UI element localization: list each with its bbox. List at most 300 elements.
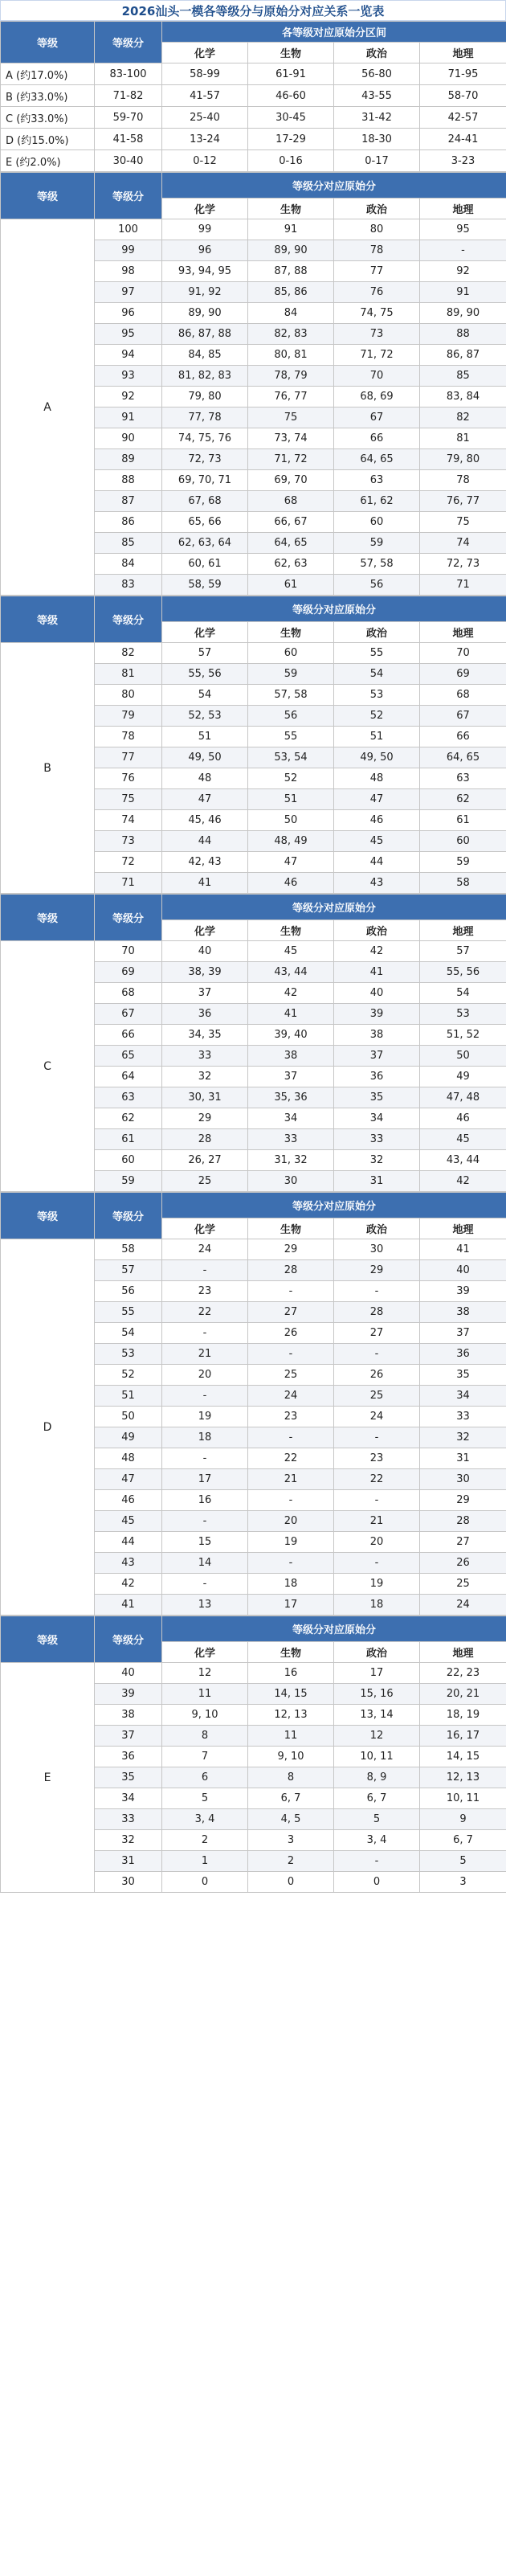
score-cell: 35 bbox=[95, 1767, 162, 1788]
raw-score-cell: 35 bbox=[420, 1365, 506, 1386]
raw-score-cell: 0 bbox=[334, 1872, 420, 1893]
raw-score-cell: 22 bbox=[334, 1469, 420, 1490]
raw-score-cell: 14, 15 bbox=[420, 1747, 506, 1767]
subject-politics-header: 政治 bbox=[334, 1642, 420, 1663]
score-cell: 50 bbox=[95, 1407, 162, 1427]
raw-score-cell: 52 bbox=[334, 706, 420, 727]
score-header: 等级分 bbox=[95, 596, 162, 643]
score-header: 等级分 bbox=[95, 1616, 162, 1663]
raw-score-cell: 12 bbox=[334, 1726, 420, 1747]
raw-score-cell: 38, 39 bbox=[162, 962, 248, 983]
raw-score-cell: 52 bbox=[248, 768, 334, 789]
raw-score-cell: 26 bbox=[420, 1553, 506, 1574]
raw-score-cell: 80, 81 bbox=[248, 345, 334, 366]
score-cell: 64 bbox=[95, 1067, 162, 1087]
raw-score-cell: 60 bbox=[248, 643, 334, 664]
raw-score-cell: 50 bbox=[248, 810, 334, 831]
raw-score-cell: 31 bbox=[334, 1171, 420, 1192]
raw-score-cell: 89, 90 bbox=[162, 303, 248, 324]
raw-score-cell: 15, 16 bbox=[334, 1684, 420, 1705]
subject-chemistry-header: 化学 bbox=[162, 43, 248, 63]
score-cell: 83 bbox=[95, 575, 162, 596]
subject-biology-header: 生物 bbox=[248, 1218, 334, 1239]
raw-score-cell: 3 bbox=[420, 1872, 506, 1893]
subject-biology-header: 生物 bbox=[248, 622, 334, 643]
raw-score-cell: 12, 13 bbox=[248, 1705, 334, 1726]
raw-score-cell: 60 bbox=[420, 831, 506, 852]
raw-score-cell: 25 bbox=[162, 1171, 248, 1192]
score-cell: 95 bbox=[95, 324, 162, 345]
raw-score-cell: 75 bbox=[420, 512, 506, 533]
raw-score-cell: - bbox=[334, 1851, 420, 1872]
raw-score-cell: 8, 9 bbox=[334, 1767, 420, 1788]
mapping-header: 等级分对应原始分 bbox=[162, 596, 506, 622]
raw-score-cell: 57 bbox=[162, 643, 248, 664]
raw-score-cell: 85 bbox=[420, 366, 506, 387]
raw-score-cell: 27 bbox=[334, 1323, 420, 1344]
summary-level: E (约2.0%) bbox=[1, 150, 95, 172]
raw-score-cell: 16 bbox=[162, 1490, 248, 1511]
raw-score-cell: 48 bbox=[334, 768, 420, 789]
raw-score-cell: 9 bbox=[420, 1809, 506, 1830]
raw-score-cell: 71 bbox=[420, 575, 506, 596]
raw-score-cell: 11 bbox=[248, 1726, 334, 1747]
raw-score-cell: 50 bbox=[420, 1046, 506, 1067]
level-header: 等级 bbox=[1, 1616, 95, 1663]
raw-score-cell: 56 bbox=[248, 706, 334, 727]
subject-geography-header: 地理 bbox=[420, 1218, 506, 1239]
score-cell: 59 bbox=[95, 1171, 162, 1192]
raw-score-cell: 22 bbox=[248, 1448, 334, 1469]
raw-score-cell: 55, 56 bbox=[420, 962, 506, 983]
score-cell: 33 bbox=[95, 1809, 162, 1830]
score-cell: 54 bbox=[95, 1323, 162, 1344]
range-header: 各等级对应原始分区间 bbox=[162, 22, 506, 43]
subject-chemistry-header: 化学 bbox=[162, 1642, 248, 1663]
raw-score-cell: 51 bbox=[248, 789, 334, 810]
raw-score-cell: 2 bbox=[162, 1830, 248, 1851]
subject-politics-header: 政治 bbox=[334, 920, 420, 941]
subject-biology-header: 生物 bbox=[248, 199, 334, 219]
score-cell: 94 bbox=[95, 345, 162, 366]
raw-score-cell: - bbox=[162, 1511, 248, 1532]
raw-score-cell: 35 bbox=[334, 1087, 420, 1108]
raw-score-cell: 3, 4 bbox=[162, 1809, 248, 1830]
raw-score-cell: 85, 86 bbox=[248, 282, 334, 303]
raw-score-cell: 19 bbox=[248, 1532, 334, 1553]
score-cell: 57 bbox=[95, 1260, 162, 1281]
raw-score-cell: 22, 23 bbox=[420, 1663, 506, 1684]
score-cell: 45 bbox=[95, 1511, 162, 1532]
score-cell: 70 bbox=[95, 941, 162, 962]
summary-table bbox=[0, 21, 506, 172]
score-header: 等级分 bbox=[95, 895, 162, 941]
score-cell: 47 bbox=[95, 1469, 162, 1490]
score-cell: 99 bbox=[95, 240, 162, 261]
raw-score-cell: 21 bbox=[334, 1511, 420, 1532]
raw-score-cell: 60, 61 bbox=[162, 554, 248, 575]
raw-score-cell: 28 bbox=[334, 1302, 420, 1323]
raw-score-cell: 49, 50 bbox=[162, 747, 248, 768]
raw-score-cell: 35, 36 bbox=[248, 1087, 334, 1108]
raw-score-cell: 66, 67 bbox=[248, 512, 334, 533]
score-cell: 85 bbox=[95, 533, 162, 554]
raw-score-cell: 54 bbox=[420, 983, 506, 1004]
score-cell: 53 bbox=[95, 1344, 162, 1365]
raw-score-cell: 55, 56 bbox=[162, 664, 248, 685]
raw-score-cell: 6, 7 bbox=[248, 1788, 334, 1809]
raw-score-cell: 72, 73 bbox=[162, 449, 248, 470]
raw-score-cell: 51 bbox=[162, 727, 248, 747]
raw-score-cell: 74, 75, 76 bbox=[162, 428, 248, 449]
raw-score-cell: 37 bbox=[248, 1067, 334, 1087]
raw-score-cell: 43, 44 bbox=[248, 962, 334, 983]
summary-range-cell: 3-23 bbox=[420, 150, 506, 172]
score-cell: 41 bbox=[95, 1595, 162, 1616]
raw-score-cell: - bbox=[248, 1553, 334, 1574]
summary-row bbox=[1, 107, 506, 129]
raw-score-cell: 69 bbox=[420, 664, 506, 685]
raw-score-cell: 41 bbox=[420, 1239, 506, 1260]
summary-range-cell: 0-17 bbox=[334, 150, 420, 172]
raw-score-cell: 62, 63, 64 bbox=[162, 533, 248, 554]
summary-range-cell: 41-57 bbox=[162, 85, 248, 107]
summary-level: D (约15.0%) bbox=[1, 129, 95, 150]
summary-level: A (约17.0%) bbox=[1, 63, 95, 85]
raw-score-cell: 19 bbox=[334, 1574, 420, 1595]
raw-score-cell: 74, 75 bbox=[334, 303, 420, 324]
raw-score-cell: - bbox=[334, 1344, 420, 1365]
raw-score-cell: 64, 65 bbox=[248, 533, 334, 554]
raw-score-cell: 32 bbox=[162, 1067, 248, 1087]
score-cell: 62 bbox=[95, 1108, 162, 1129]
score-row bbox=[1, 1663, 506, 1684]
score-cell: 32 bbox=[95, 1830, 162, 1851]
summary-range-cell: 61-91 bbox=[248, 63, 334, 85]
raw-score-cell: 29 bbox=[162, 1108, 248, 1129]
raw-score-cell: 59 bbox=[334, 533, 420, 554]
raw-score-cell: 0 bbox=[248, 1872, 334, 1893]
score-cell: 65 bbox=[95, 1046, 162, 1067]
raw-score-cell: 76 bbox=[334, 282, 420, 303]
raw-score-cell: 47 bbox=[162, 789, 248, 810]
score-cell: 78 bbox=[95, 727, 162, 747]
raw-score-cell: 55 bbox=[334, 643, 420, 664]
raw-score-cell: 65, 66 bbox=[162, 512, 248, 533]
raw-score-cell: 41 bbox=[162, 873, 248, 894]
summary-range-cell: 56-80 bbox=[334, 63, 420, 85]
raw-score-cell: 37 bbox=[334, 1046, 420, 1067]
score-cell: 31 bbox=[95, 1851, 162, 1872]
raw-score-cell: - bbox=[334, 1427, 420, 1448]
raw-score-cell: 37 bbox=[162, 983, 248, 1004]
subject-politics-header: 政治 bbox=[334, 1218, 420, 1239]
raw-score-cell: - bbox=[162, 1574, 248, 1595]
score-cell: 73 bbox=[95, 831, 162, 852]
summary-header-row bbox=[1, 22, 506, 43]
raw-score-cell: 30, 31 bbox=[162, 1087, 248, 1108]
raw-score-cell: 17 bbox=[334, 1663, 420, 1684]
raw-score-cell: 34 bbox=[248, 1108, 334, 1129]
raw-score-cell: 24 bbox=[162, 1239, 248, 1260]
raw-score-cell: 3, 4 bbox=[334, 1830, 420, 1851]
raw-score-cell: 29 bbox=[420, 1490, 506, 1511]
raw-score-cell: 74 bbox=[420, 533, 506, 554]
raw-score-cell: 31, 32 bbox=[248, 1150, 334, 1171]
score-row bbox=[1, 219, 506, 240]
raw-score-cell: 69, 70, 71 bbox=[162, 470, 248, 491]
raw-score-cell: 58, 59 bbox=[162, 575, 248, 596]
raw-score-cell: 45 bbox=[420, 1129, 506, 1150]
raw-score-cell: 68 bbox=[420, 685, 506, 706]
raw-score-cell: 89, 90 bbox=[248, 240, 334, 261]
subject-biology-header: 生物 bbox=[248, 920, 334, 941]
raw-score-cell: 39 bbox=[420, 1281, 506, 1302]
summary-score: 59-70 bbox=[95, 107, 162, 129]
raw-score-cell: 8 bbox=[248, 1767, 334, 1788]
raw-score-cell: 51 bbox=[334, 727, 420, 747]
summary-range-cell: 25-40 bbox=[162, 107, 248, 129]
raw-score-cell: 68, 69 bbox=[334, 387, 420, 407]
subject-geography-header: 地理 bbox=[420, 920, 506, 941]
raw-score-cell: 30 bbox=[248, 1171, 334, 1192]
summary-range-cell: 24-41 bbox=[420, 129, 506, 150]
raw-score-cell: 58 bbox=[420, 873, 506, 894]
raw-score-cell: 30 bbox=[334, 1239, 420, 1260]
raw-score-cell: 9, 10 bbox=[162, 1705, 248, 1726]
score-header: 等级分 bbox=[95, 22, 162, 63]
raw-score-cell: 72, 73 bbox=[420, 554, 506, 575]
raw-score-cell: 39 bbox=[334, 1004, 420, 1025]
subject-geography-header: 地理 bbox=[420, 622, 506, 643]
summary-range-cell: 17-29 bbox=[248, 129, 334, 150]
raw-score-cell: 54 bbox=[162, 685, 248, 706]
raw-score-cell: 57 bbox=[420, 941, 506, 962]
raw-score-cell: 34 bbox=[334, 1108, 420, 1129]
raw-score-cell: 6 bbox=[162, 1767, 248, 1788]
raw-score-cell: 71, 72 bbox=[248, 449, 334, 470]
raw-score-cell: 1 bbox=[162, 1851, 248, 1872]
raw-score-cell: 29 bbox=[334, 1260, 420, 1281]
score-row bbox=[1, 643, 506, 664]
raw-score-cell: 77 bbox=[334, 261, 420, 282]
raw-score-cell: 40 bbox=[420, 1260, 506, 1281]
summary-score: 41-58 bbox=[95, 129, 162, 150]
score-cell: 98 bbox=[95, 261, 162, 282]
raw-score-cell: 78 bbox=[420, 470, 506, 491]
raw-score-cell: 41 bbox=[334, 962, 420, 983]
raw-score-cell: 5 bbox=[420, 1851, 506, 1872]
raw-score-cell: 43 bbox=[334, 873, 420, 894]
raw-score-cell: 26 bbox=[248, 1323, 334, 1344]
raw-score-cell: 11 bbox=[162, 1684, 248, 1705]
raw-score-cell: 82 bbox=[420, 407, 506, 428]
grade-table bbox=[0, 172, 506, 596]
raw-score-cell: - bbox=[334, 1281, 420, 1302]
raw-score-cell: 18 bbox=[248, 1574, 334, 1595]
raw-score-cell: 23 bbox=[248, 1407, 334, 1427]
raw-score-cell: 48 bbox=[162, 768, 248, 789]
score-cell: 88 bbox=[95, 470, 162, 491]
raw-score-cell: 7 bbox=[162, 1747, 248, 1767]
summary-range-cell: 30-45 bbox=[248, 107, 334, 129]
grade-table bbox=[0, 596, 506, 894]
raw-score-cell: 57, 58 bbox=[334, 554, 420, 575]
score-cell: 92 bbox=[95, 387, 162, 407]
mapping-header: 等级分对应原始分 bbox=[162, 895, 506, 920]
raw-score-cell: 67 bbox=[334, 407, 420, 428]
summary-range-cell: 58-70 bbox=[420, 85, 506, 107]
score-cell: 52 bbox=[95, 1365, 162, 1386]
raw-score-cell: 43, 44 bbox=[420, 1150, 506, 1171]
raw-score-cell: 48, 49 bbox=[248, 831, 334, 852]
raw-score-cell: 27 bbox=[420, 1532, 506, 1553]
raw-score-cell: 33 bbox=[162, 1046, 248, 1067]
raw-score-cell: 12, 13 bbox=[420, 1767, 506, 1788]
raw-score-cell: 17 bbox=[248, 1595, 334, 1616]
score-cell: 81 bbox=[95, 664, 162, 685]
raw-score-cell: 78, 79 bbox=[248, 366, 334, 387]
raw-score-cell: 32 bbox=[420, 1427, 506, 1448]
summary-range-cell: 46-60 bbox=[248, 85, 334, 107]
raw-score-cell: 33 bbox=[420, 1407, 506, 1427]
score-cell: 80 bbox=[95, 685, 162, 706]
raw-score-cell: 24 bbox=[420, 1595, 506, 1616]
raw-score-cell: 49 bbox=[420, 1067, 506, 1087]
raw-score-cell: 61, 62 bbox=[334, 491, 420, 512]
score-cell: 82 bbox=[95, 643, 162, 664]
raw-score-cell: 33 bbox=[248, 1129, 334, 1150]
raw-score-cell: 73, 74 bbox=[248, 428, 334, 449]
raw-score-cell: 84 bbox=[248, 303, 334, 324]
raw-score-cell: 30 bbox=[420, 1469, 506, 1490]
raw-score-cell: 42, 43 bbox=[162, 852, 248, 873]
raw-score-cell: 76, 77 bbox=[420, 491, 506, 512]
raw-score-cell: 47 bbox=[334, 789, 420, 810]
score-cell: 89 bbox=[95, 449, 162, 470]
raw-score-cell: 20 bbox=[334, 1532, 420, 1553]
score-cell: 69 bbox=[95, 962, 162, 983]
raw-score-cell: - bbox=[248, 1490, 334, 1511]
grade-table bbox=[0, 1192, 506, 1616]
raw-score-cell: 57, 58 bbox=[248, 685, 334, 706]
score-cell: 43 bbox=[95, 1553, 162, 1574]
score-cell: 97 bbox=[95, 282, 162, 303]
raw-score-cell: 36 bbox=[420, 1344, 506, 1365]
raw-score-cell: 86, 87 bbox=[420, 345, 506, 366]
raw-score-cell: 81 bbox=[420, 428, 506, 449]
raw-score-cell: - bbox=[248, 1344, 334, 1365]
score-cell: 74 bbox=[95, 810, 162, 831]
raw-score-cell: 38 bbox=[248, 1046, 334, 1067]
raw-score-cell: 64, 65 bbox=[420, 747, 506, 768]
subject-politics-header: 政治 bbox=[334, 43, 420, 63]
raw-score-cell: 59 bbox=[248, 664, 334, 685]
raw-score-cell: 73 bbox=[334, 324, 420, 345]
raw-score-cell: 44 bbox=[334, 852, 420, 873]
raw-score-cell: 20, 21 bbox=[420, 1684, 506, 1705]
raw-score-cell: 9, 10 bbox=[248, 1747, 334, 1767]
raw-score-cell: 77, 78 bbox=[162, 407, 248, 428]
raw-score-cell: 59 bbox=[420, 852, 506, 873]
grade-header-row bbox=[1, 596, 506, 622]
raw-score-cell: 60 bbox=[334, 512, 420, 533]
score-cell: 39 bbox=[95, 1684, 162, 1705]
raw-score-cell: 66 bbox=[420, 727, 506, 747]
raw-score-cell: 14 bbox=[162, 1553, 248, 1574]
raw-score-cell: 4, 5 bbox=[248, 1809, 334, 1830]
score-cell: 48 bbox=[95, 1448, 162, 1469]
level-header: 等级 bbox=[1, 1193, 95, 1239]
raw-score-cell: 40 bbox=[162, 941, 248, 962]
score-cell: 37 bbox=[95, 1726, 162, 1747]
summary-body bbox=[1, 63, 506, 172]
summary-row bbox=[1, 150, 506, 172]
raw-score-cell: - bbox=[248, 1427, 334, 1448]
raw-score-cell: 41 bbox=[248, 1004, 334, 1025]
raw-score-cell: 13 bbox=[162, 1595, 248, 1616]
mapping-header: 等级分对应原始分 bbox=[162, 1616, 506, 1642]
raw-score-cell: 61 bbox=[420, 810, 506, 831]
raw-score-cell: 37 bbox=[420, 1323, 506, 1344]
raw-score-cell: 62 bbox=[420, 789, 506, 810]
raw-score-cell: 17 bbox=[162, 1469, 248, 1490]
raw-score-cell: - bbox=[162, 1386, 248, 1407]
raw-score-cell: 82, 83 bbox=[248, 324, 334, 345]
raw-score-cell: 33 bbox=[334, 1129, 420, 1150]
raw-score-cell: 52, 53 bbox=[162, 706, 248, 727]
summary-range-cell: 0-12 bbox=[162, 150, 248, 172]
raw-score-cell: 26 bbox=[334, 1365, 420, 1386]
summary-score: 83-100 bbox=[95, 63, 162, 85]
raw-score-cell: 46 bbox=[420, 1108, 506, 1129]
raw-score-cell: 89, 90 bbox=[420, 303, 506, 324]
raw-score-cell: 91, 92 bbox=[162, 282, 248, 303]
raw-score-cell: 79, 80 bbox=[420, 449, 506, 470]
raw-score-cell: 34, 35 bbox=[162, 1025, 248, 1046]
raw-score-cell: 18 bbox=[334, 1595, 420, 1616]
subject-geography-header: 地理 bbox=[420, 199, 506, 219]
subject-politics-header: 政治 bbox=[334, 622, 420, 643]
raw-score-cell: 80 bbox=[334, 219, 420, 240]
raw-score-cell: 92 bbox=[420, 261, 506, 282]
summary-row bbox=[1, 85, 506, 107]
raw-score-cell: 3 bbox=[248, 1830, 334, 1851]
summary-row bbox=[1, 129, 506, 150]
summary-range-cell: 58-99 bbox=[162, 63, 248, 85]
summary-range-cell: 43-55 bbox=[334, 85, 420, 107]
raw-score-cell: 27 bbox=[248, 1302, 334, 1323]
raw-score-cell: 91 bbox=[420, 282, 506, 303]
grade-letter: D bbox=[1, 1239, 95, 1616]
grade-header-row bbox=[1, 1616, 506, 1642]
raw-score-cell: 99 bbox=[162, 219, 248, 240]
score-cell: 30 bbox=[95, 1872, 162, 1893]
raw-score-cell: 5 bbox=[162, 1788, 248, 1809]
score-cell: 46 bbox=[95, 1490, 162, 1511]
score-cell: 36 bbox=[95, 1747, 162, 1767]
raw-score-cell: 83, 84 bbox=[420, 387, 506, 407]
raw-score-cell: 71, 72 bbox=[334, 345, 420, 366]
summary-range-cell: 71-95 bbox=[420, 63, 506, 85]
subject-geography-header: 地理 bbox=[420, 43, 506, 63]
raw-score-cell: 22 bbox=[162, 1302, 248, 1323]
score-cell: 42 bbox=[95, 1574, 162, 1595]
raw-score-cell: 38 bbox=[420, 1302, 506, 1323]
raw-score-cell: 40 bbox=[334, 983, 420, 1004]
grade-table bbox=[0, 894, 506, 1192]
raw-score-cell: 44 bbox=[162, 831, 248, 852]
